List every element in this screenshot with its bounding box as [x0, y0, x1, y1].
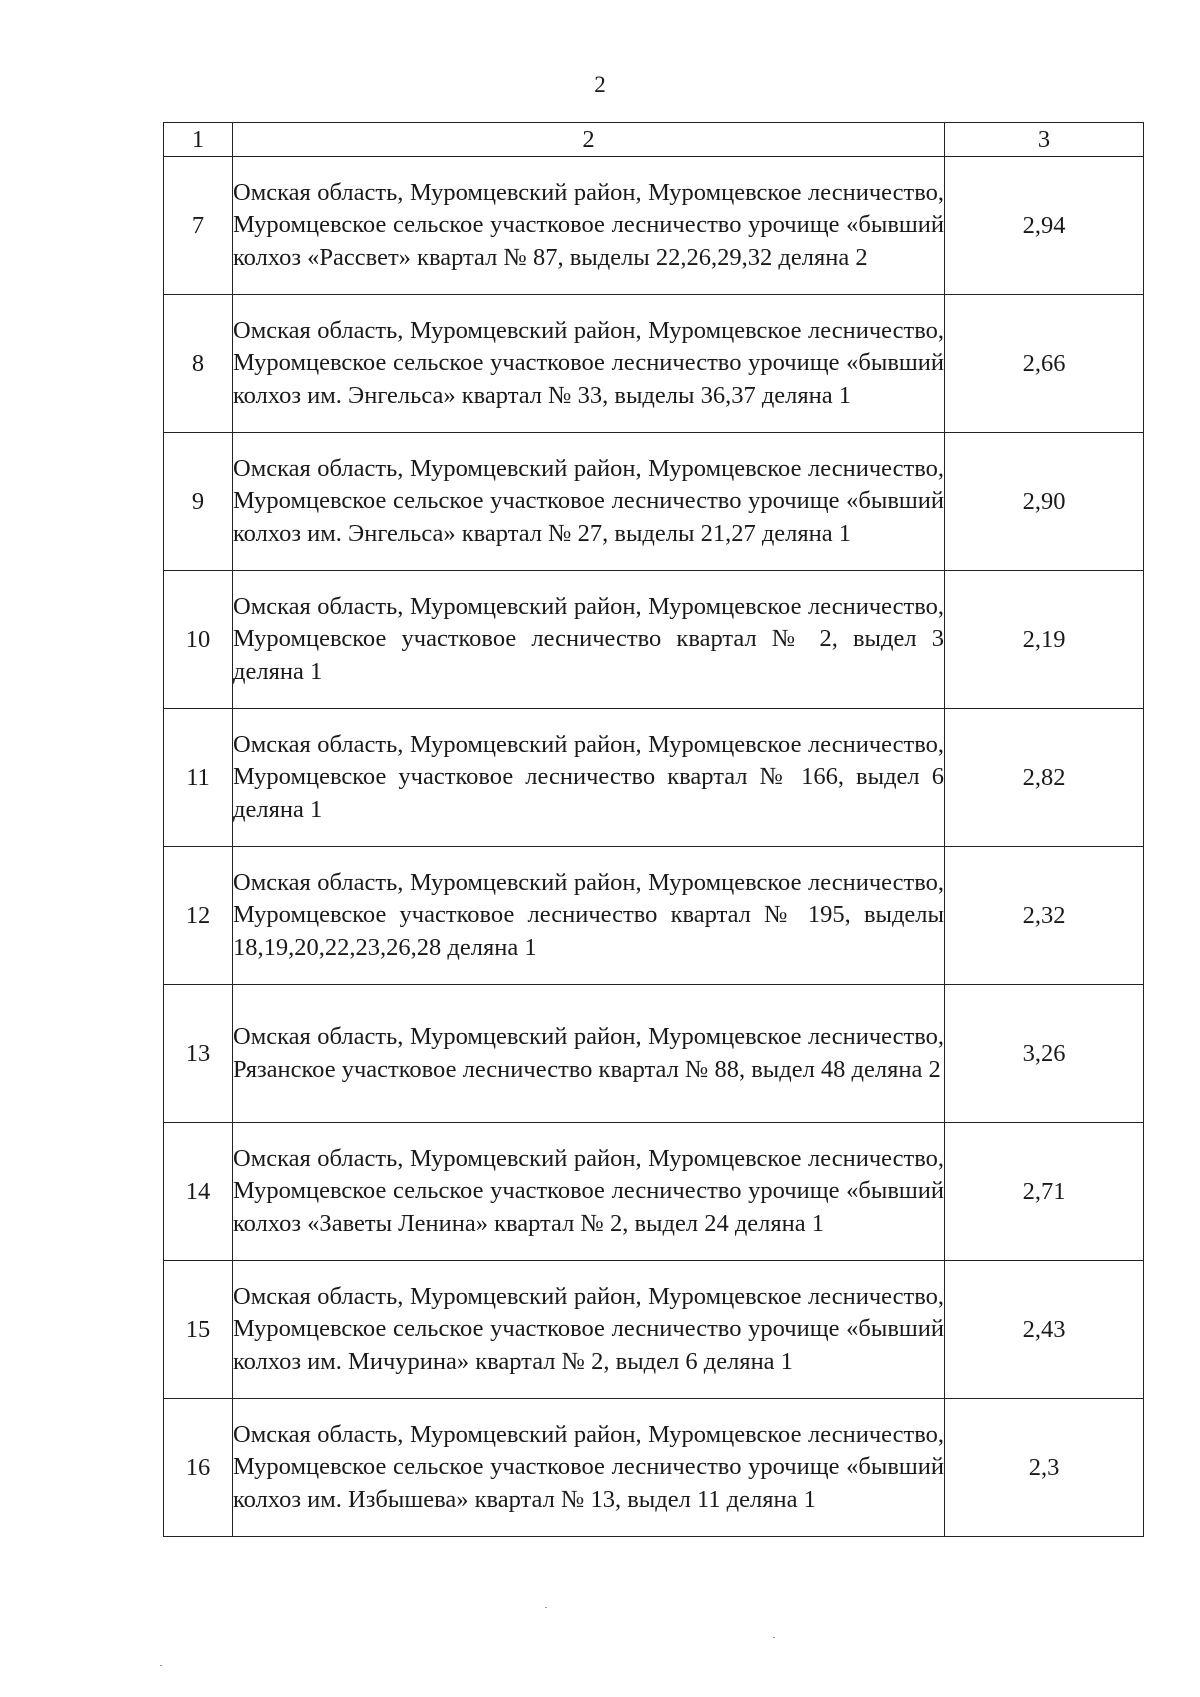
row-number: 11: [164, 709, 233, 847]
row-number: 12: [164, 847, 233, 985]
row-location: Омская область, Муромцевский район, Муромцевское лесничество, Муромцевское сельское участковое лесничество урочище «бывший колхоз им. Мичурина» квартал № 2, выдел 6 деляна 1: [233, 1261, 945, 1399]
table-row: [164, 157, 1144, 295]
row-number: 9: [164, 433, 233, 571]
row-value: 2,19: [945, 571, 1144, 709]
row-value: 2,32: [945, 847, 1144, 985]
table-row: [164, 847, 1144, 985]
table-row: [164, 1399, 1144, 1537]
table-header-row: [164, 123, 1144, 157]
row-value: 2,3: [945, 1399, 1144, 1537]
row-location: Омская область, Муромцевский район, Муромцевское лесничество, Рязанское участковое лесничество квартал № 88, выдел 48 деляна 2: [233, 985, 945, 1123]
row-location: Омская область, Муромцевский район, Муромцевское лесничество, Муромцевское участковое лесничество квартал № 166, выдел 6 деляна 1: [233, 709, 945, 847]
scan-speck: [773, 1637, 775, 1638]
table-row: [164, 1261, 1144, 1399]
row-location: Омская область, Муромцевский район, Муромцевское лесничество, Муромцевское участковое лесничество квартал № 195, выделы 18,19,20,22,23,26,28 деляна 1: [233, 847, 945, 985]
page-number: 2: [594, 72, 606, 97]
header-col-1: 1: [164, 123, 233, 157]
row-number: 14: [164, 1123, 233, 1261]
table-row: [164, 571, 1144, 709]
row-location: Омская область, Муромцевский район, Муромцевское лесничество, Муромцевское сельское участковое лесничество урочище «бывший колхоз им. Энгельса» квартал № 27, выделы 21,27 деляна 1: [233, 433, 945, 571]
row-location: Омская область, Муромцевский район, Муромцевское лесничество, Муромцевское участковое лесничество квартал № 2, выдел 3 деляна 1: [233, 571, 945, 709]
land-plots-table: [163, 122, 1144, 1537]
table-row: [164, 433, 1144, 571]
row-number: 10: [164, 571, 233, 709]
row-value: 2,43: [945, 1261, 1144, 1399]
table-row: [164, 295, 1144, 433]
scan-speck: [160, 1665, 162, 1666]
row-value: 3,26: [945, 985, 1144, 1123]
scan-speck: [545, 1607, 547, 1608]
row-number: 16: [164, 1399, 233, 1537]
row-value: 2,82: [945, 709, 1144, 847]
row-number: 7: [164, 157, 233, 295]
row-value: 2,71: [945, 1123, 1144, 1261]
table-row: [164, 985, 1144, 1123]
row-number: 13: [164, 985, 233, 1123]
row-location: Омская область, Муромцевский район, Муромцевское лесничество, Муромцевское сельское участковое лесничество урочище «бывший колхоз им. Избышева» квартал № 13, выдел 11 деляна 1: [233, 1399, 945, 1537]
row-value: 2,94: [945, 157, 1144, 295]
header-col-3: 3: [945, 123, 1144, 157]
row-location: Омская область, Муромцевский район, Муромцевское лесничество, Муромцевское сельское участковое лесничество урочище «бывший колхоз им. Энгельса» квартал № 33, выделы 36,37 деляна 1: [233, 295, 945, 433]
table-row: [164, 1123, 1144, 1261]
row-number: 15: [164, 1261, 233, 1399]
row-value: 2,90: [945, 433, 1144, 571]
row-location: Омская область, Муромцевский район, Муромцевское лесничество, Муромцевское сельское участковое лесничество урочище «бывший колхоз «Рассвет» квартал № 87, выделы 22,26,29,32 деляна 2: [233, 157, 945, 295]
row-location: Омская область, Муромцевский район, Муромцевское лесничество, Муромцевское сельское участковое лесничество урочище «бывший колхоз «Заветы Ленина» квартал № 2, выдел 24 деляна 1: [233, 1123, 945, 1261]
row-value: 2,66: [945, 295, 1144, 433]
table-row: [164, 709, 1144, 847]
row-number: 8: [164, 295, 233, 433]
header-col-2: 2: [233, 123, 945, 157]
